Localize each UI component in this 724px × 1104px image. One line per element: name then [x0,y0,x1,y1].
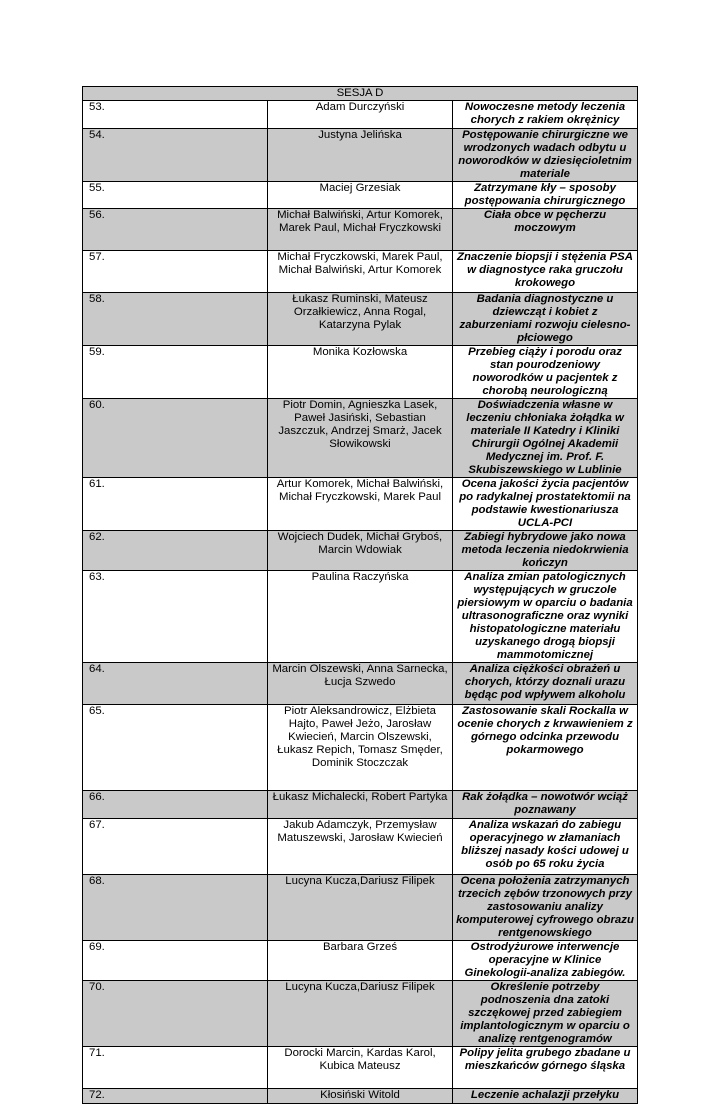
table-row [83,209,638,251]
row-authors: Artur Komorek, Michał Balwiński, Michał Fryczkowski, Marek Paul [268,478,453,531]
row-title: Analiza zmian patologicznych występujących w gruczole piersiowym w oparciu o badania ultrasonograficzne oraz wyniki histopatologiczne materiału uzyskanego drogą biopsji mammotomicznej [453,571,638,663]
row-authors: Piotr Aleksandrowicz, Elżbieta Hajto, Paweł Jeżo, Jarosław Kwiecień, Marcin Olszewski, Łukasz Repich, Tomasz Smęder, Dominik Stoczczak [268,705,453,791]
row-number: 71. [83,1047,268,1089]
row-title: Nowoczesne metody leczenia chorych z rakiem okrężnicy [453,101,638,129]
row-title: Badania diagnostyczne u dziewcząt i kobiet z zaburzeniami rozwoju cielesno-płciowego [453,293,638,346]
table-row [83,399,638,478]
row-number: 58. [83,293,268,346]
row-authors: Justyna Jelińska [268,129,453,182]
row-authors: Michał Fryczkowski, Marek Paul, Michał Balwiński, Artur Komorek [268,251,453,293]
row-title: Postępowanie chirurgiczne we wrodzonych wadach odbytu u noworodków w dziesięcioletnim materiale [453,129,638,182]
row-title: Ocena jakości życia pacjentów po radykalnej prostatektomii na podstawie kwestionariusza UCLA-PCI [453,478,638,531]
row-number: 53. [83,101,268,129]
row-authors: Michał Balwiński, Artur Komorek, Marek Paul, Michał Fryczkowski [268,209,453,251]
row-title: Analiza ciężkości obrażeń u chorych, którzy doznali urazu będąc pod wpływem alkoholu [453,663,638,705]
row-authors: Wojciech Dudek, Michał Gryboś, Marcin Wdowiak [268,531,453,571]
row-authors: Łukasz Michalecki, Robert Partyka [268,791,453,819]
table-row [83,819,638,875]
row-authors: Lucyna Kucza,Dariusz Filipek [268,875,453,941]
row-authors: Dorocki Marcin, Kardas Karol, Kubica Mateusz [268,1047,453,1089]
row-title: Określenie potrzeby podnoszenia dna zatoki szczękowej przed zabiegiem implantologicznym w oparciu o analizę rentgenogramów [453,981,638,1047]
row-title: Zastosowanie skali Rockalla w ocenie chorych z krwawieniem z górnego odcinka przewodu pokarmowego [453,705,638,791]
row-number: 62. [83,531,268,571]
row-title: Zabiegi hybrydowe jako nowa metoda leczenia niedokrwienia kończyn [453,531,638,571]
row-authors: Kłosiński Witold [268,1089,453,1104]
table-row [83,1047,638,1089]
row-number: 54. [83,129,268,182]
table-row [83,478,638,531]
row-title: Analiza wskazań do zabiegu operacyjnego w złamaniach bliższej nasady kości udowej u osób po 65 roku życia [453,819,638,875]
session-header-row [83,87,638,101]
table-row [83,101,638,129]
row-title: Ocena położenia zatrzymanych trzecich zębów trzonowych przy zastosowaniu analizy komputerowej cyfrowego obrazu rentgenowskiego [453,875,638,941]
row-number: 57. [83,251,268,293]
row-number: 72. [83,1089,268,1104]
table-row [83,346,638,399]
row-number: 59. [83,346,268,399]
row-authors: Maciej Grzesiak [268,182,453,209]
session-table [82,86,638,1104]
table-row [83,571,638,663]
row-number: 70. [83,981,268,1047]
row-authors: Piotr Domin, Agnieszka Lasek, Paweł Jasiński, Sebastian Jaszczuk, Andrzej Smarż, Jacek Słowikowski [268,399,453,478]
table-row [83,182,638,209]
row-number: 66. [83,791,268,819]
row-title: Doświadczenia własne w leczeniu chłoniaka żołądka w materiale II Katedry i Kliniki Chirurgii Ogólnej Akademii Medycznej im. Prof. F. Skubiszewskiego w Lublinie [453,399,638,478]
table-row [83,875,638,941]
row-title: Przebieg ciąży i porodu oraz stan pourodzeniowy noworodków u pacjentek z chorobą neurologiczną [453,346,638,399]
row-authors: Lucyna Kucza,Dariusz Filipek [268,981,453,1047]
row-number: 69. [83,941,268,981]
row-number: 68. [83,875,268,941]
row-authors: Monika Kozłowska [268,346,453,399]
row-number: 65. [83,705,268,791]
row-title: Zatrzymane kły – sposoby postępowania chirurgicznego [453,182,638,209]
row-title: Ostrodyżurowe interwencje operacyjne w Klinice Ginekologii-analiza zabiegów. [453,941,638,981]
row-authors: Marcin Olszewski, Anna Sarnecka, Łucja Szwedo [268,663,453,705]
table-row [83,251,638,293]
row-authors: Barbara Grześ [268,941,453,981]
row-number: 63. [83,571,268,663]
row-title: Polipy jelita grubego zbadane u mieszkańców górnego śląska [453,1047,638,1089]
row-authors: Adam Durczyński [268,101,453,129]
session-title: SESJA D [83,87,638,101]
table-row [83,129,638,182]
table-row [83,293,638,346]
table-row [83,791,638,819]
table-row [83,981,638,1047]
table-row [83,663,638,705]
row-number: 56. [83,209,268,251]
row-number: 61. [83,478,268,531]
row-authors: Łukasz Ruminski, Mateusz Orzałkiewicz, Anna Rogal, Katarzyna Pylak [268,293,453,346]
row-number: 67. [83,819,268,875]
row-title: Rak żołądka – nowotwór wciąż poznawany [453,791,638,819]
row-number: 55. [83,182,268,209]
row-authors: Paulina Raczyńska [268,571,453,663]
table-row [83,1089,638,1104]
row-title: Znaczenie biopsji i stężenia PSA w diagnostyce raka gruczołu krokowego [453,251,638,293]
row-title: Leczenie achalazji przełyku [453,1089,638,1104]
row-number: 64. [83,663,268,705]
row-number: 60. [83,399,268,478]
table-row [83,531,638,571]
row-title: Ciała obce w pęcherzu moczowym [453,209,638,251]
table-row [83,941,638,981]
table-row [83,705,638,791]
row-authors: Jakub Adamczyk, Przemysław Matuszewski, Jarosław Kwiecień [268,819,453,875]
